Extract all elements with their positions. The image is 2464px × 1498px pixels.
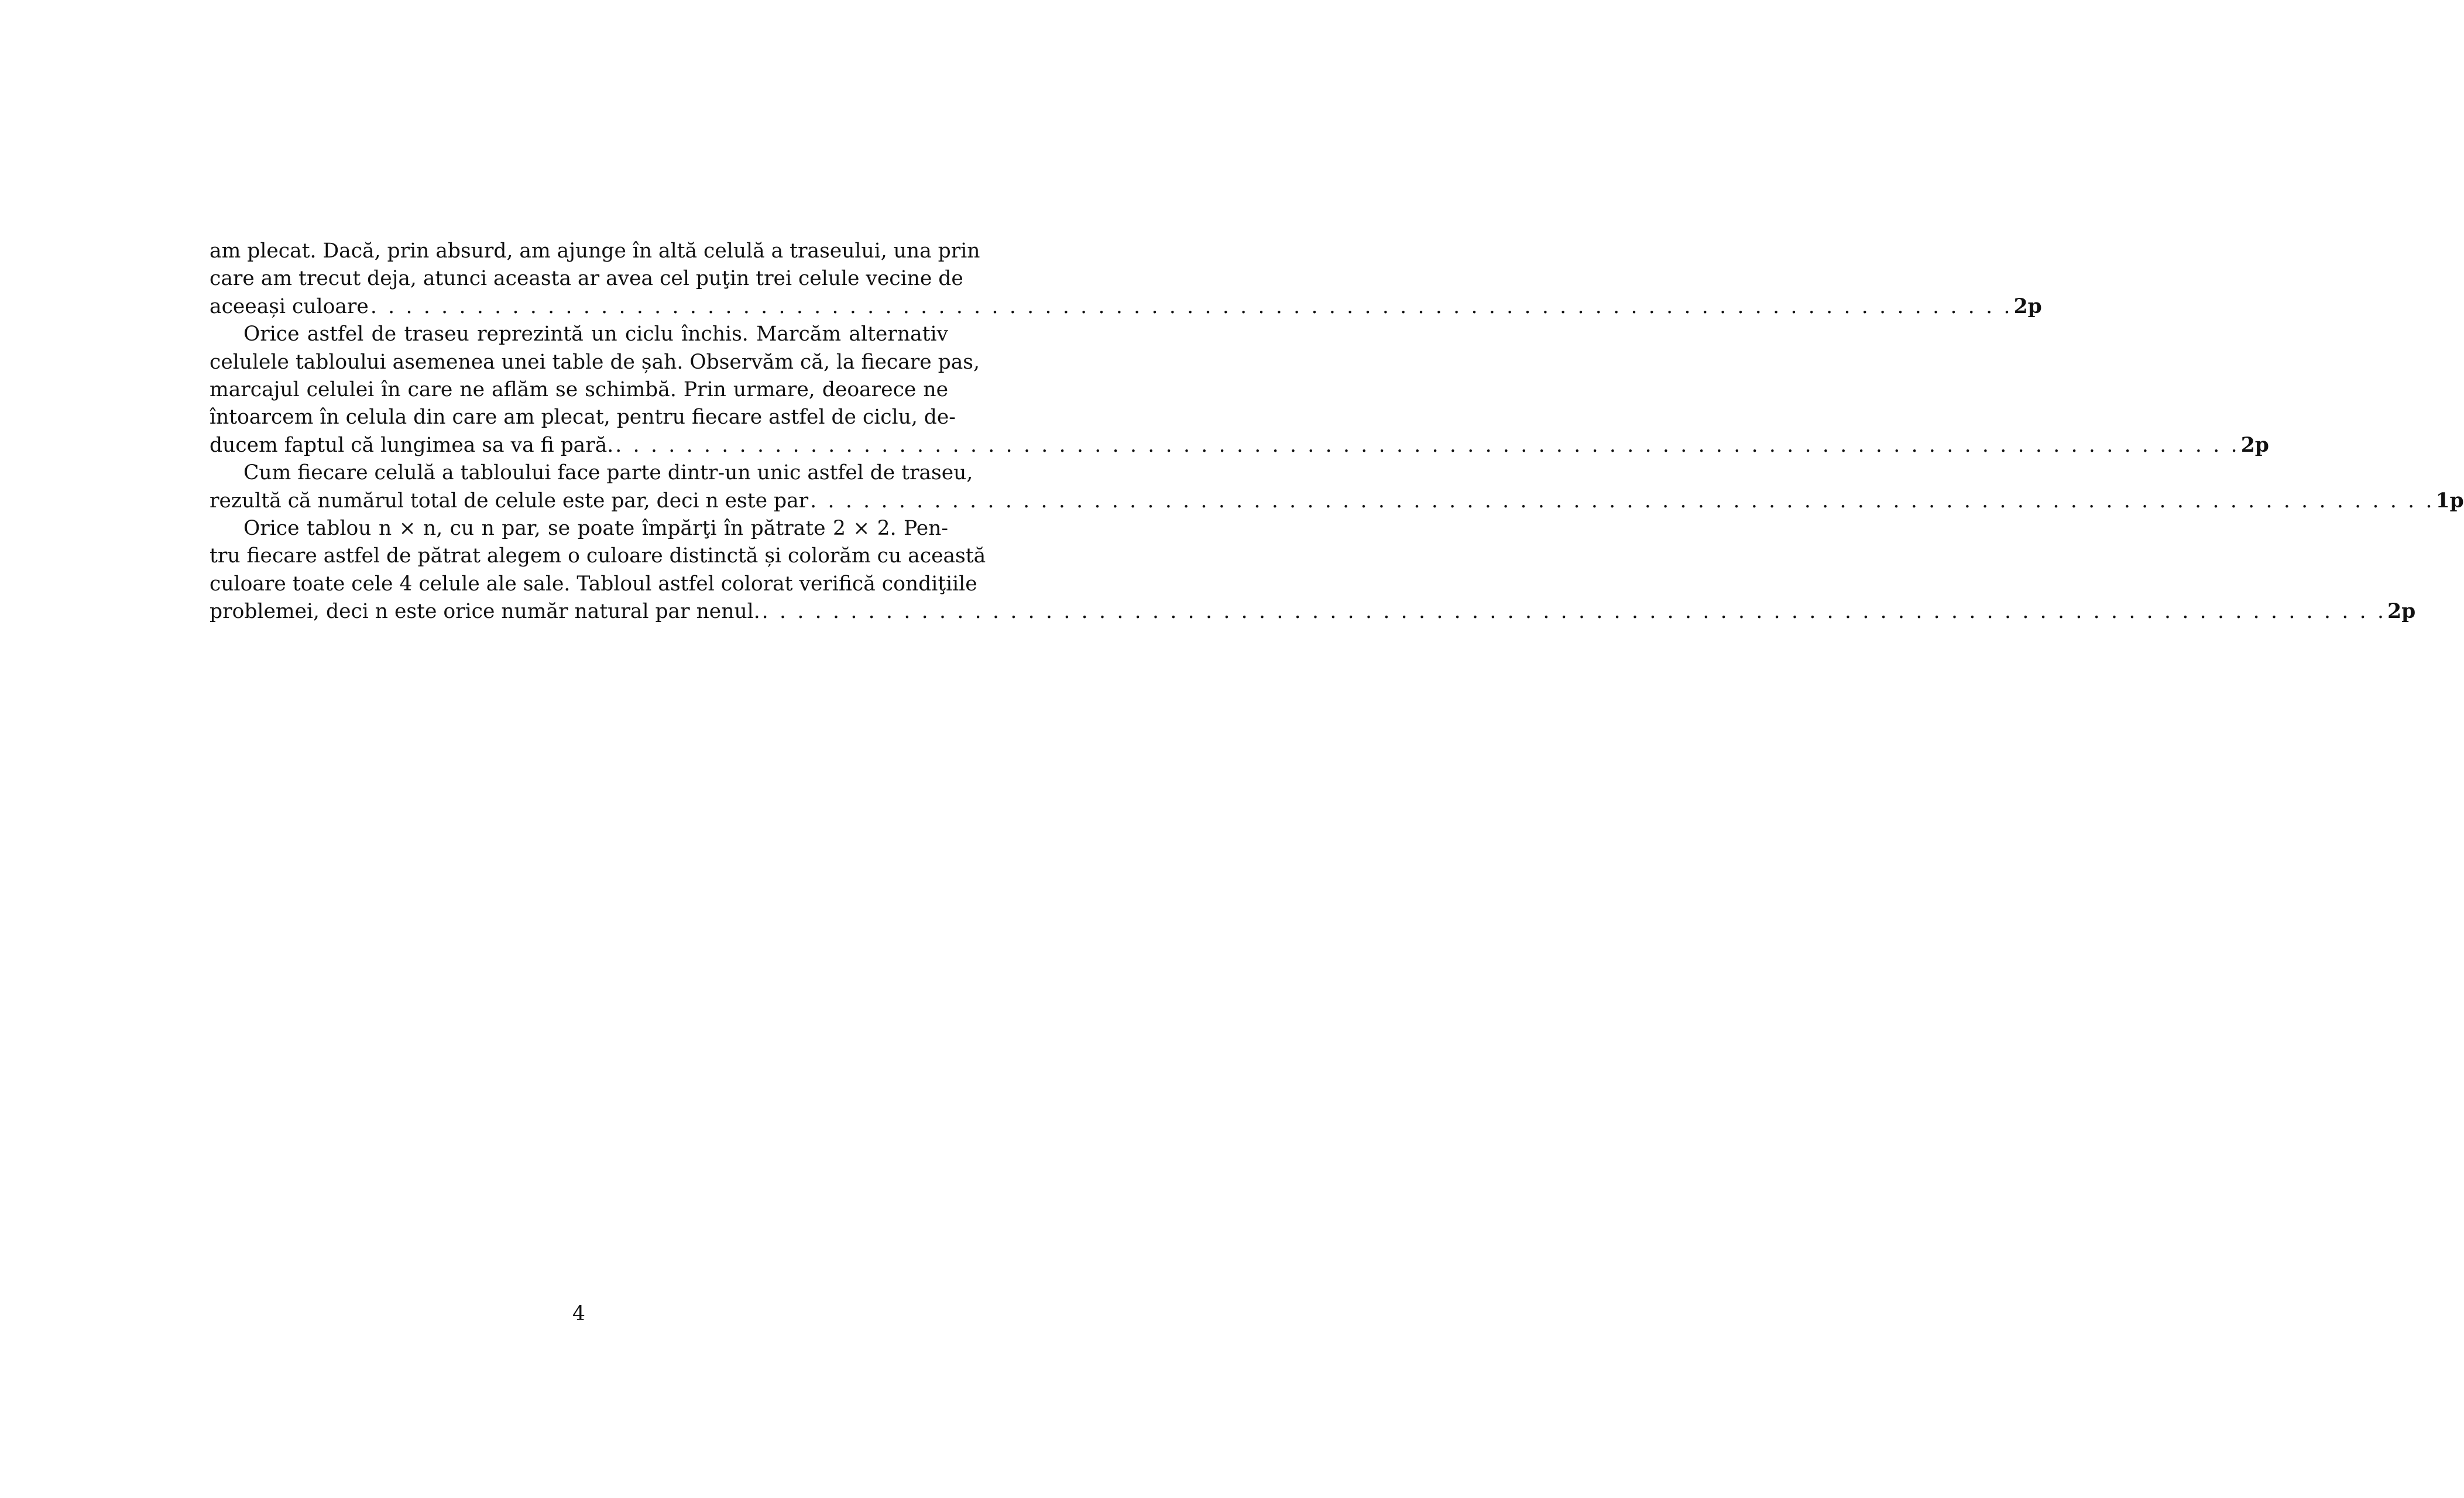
paragraph-1-points: 2p <box>2013 294 2042 318</box>
solution-text <box>210 238 2464 626</box>
paragraph-4-final-text: problemei, deci n este orice număr natural par nenul. <box>210 600 760 624</box>
paragraph-3-scoring-line <box>210 487 2464 515</box>
dot-leader: . . . . . . . . . . . . . . . . . . . . . . . . . . . . . . . . . . . . . . . . . . . . . . . . . . . . . . . . . . . . . . . . . . . . . . . . . . . . . . . . . . . . . . . . . . . . <box>615 433 2240 457</box>
paragraph-4-line-3: culoare toate cele 4 celule ale sale. Tabloul astfel colorat verifică condiţiile <box>210 572 977 596</box>
paragraph-1-final-text: aceeași culoare <box>210 294 369 318</box>
paragraph-3-final-text: rezultă că numărul total de celule este par, deci n este par <box>210 489 809 513</box>
page-number: 4 <box>572 1302 585 1325</box>
paragraph-1-line-1: am plecat. Dacă, prin absurd, am ajunge în altă celulă a traseului, una prin <box>210 239 980 263</box>
paragraph-2-points: 2p <box>2240 433 2269 457</box>
paragraph-2-line-1: Orice astfel de traseu reprezintă un ciclu închis. Marcăm alternativ <box>243 322 948 346</box>
dot-leader: . . . . . . . . . . . . . . . . . . . . . . . . . . . . . . . . . . . . . . . . . . . . . . . . . . . . . . . . . . . . . . . . . . . . . . . . . . . . . . . . . . . . . . . . . . . . . <box>370 294 2013 318</box>
paragraph-1-line-2: care am trecut deja, atunci aceasta ar avea cel puţin trei celule vecine de <box>210 267 963 291</box>
paragraph-3-line-1: Cum fiecare celulă a tabloului face parte dintr-un unic astfel de traseu, <box>243 461 973 485</box>
paragraph-2-final-text: ducem faptul că lungimea sa va fi pară. <box>210 433 614 457</box>
paragraph-4-scoring-line <box>210 598 2416 626</box>
dot-leader: . . . . . . . . . . . . . . . . . . . . . . . . . . . . . . . . . . . . . . . . . . . . . . . . . . . . . . . . . . . . . . . . . . . . . . . . . . . . . . . . . . . . . . . . . . . . <box>761 600 2387 624</box>
paragraph-4-line-1: Orice tablou n × n, cu n par, se poate împărţi în pătrate 2 × 2. Pen- <box>243 516 948 540</box>
paragraph-4-line-2: tru fiecare astfel de pătrat alegem o culoare distinctă și colorăm cu această <box>210 544 986 568</box>
paragraph-3-points: 1p <box>2435 489 2464 513</box>
paragraph-1-scoring-line <box>210 293 2042 321</box>
paragraph-2-scoring-line <box>210 432 2269 459</box>
paragraph-2-line-4: întoarcem în celula din care am plecat, pentru fiecare astfel de ciclu, de- <box>210 406 956 430</box>
paragraph-2-line-2: celulele tabloului asemenea unei table de șah. Observăm că, la fiecare pas, <box>210 350 980 374</box>
paragraph-2-line-3: marcajul celulei în care ne aflăm se schimbă. Prin urmare, deoarece ne <box>210 377 948 401</box>
dot-leader: . . . . . . . . . . . . . . . . . . . . . . . . . . . . . . . . . . . . . . . . . . . . . . . . . . . . . . . . . . . . . . . . . . . . . . . . . . . . . . . . . . . . . . . . . . . . <box>810 489 2435 513</box>
paragraph-4-points: 2p <box>2387 600 2416 624</box>
